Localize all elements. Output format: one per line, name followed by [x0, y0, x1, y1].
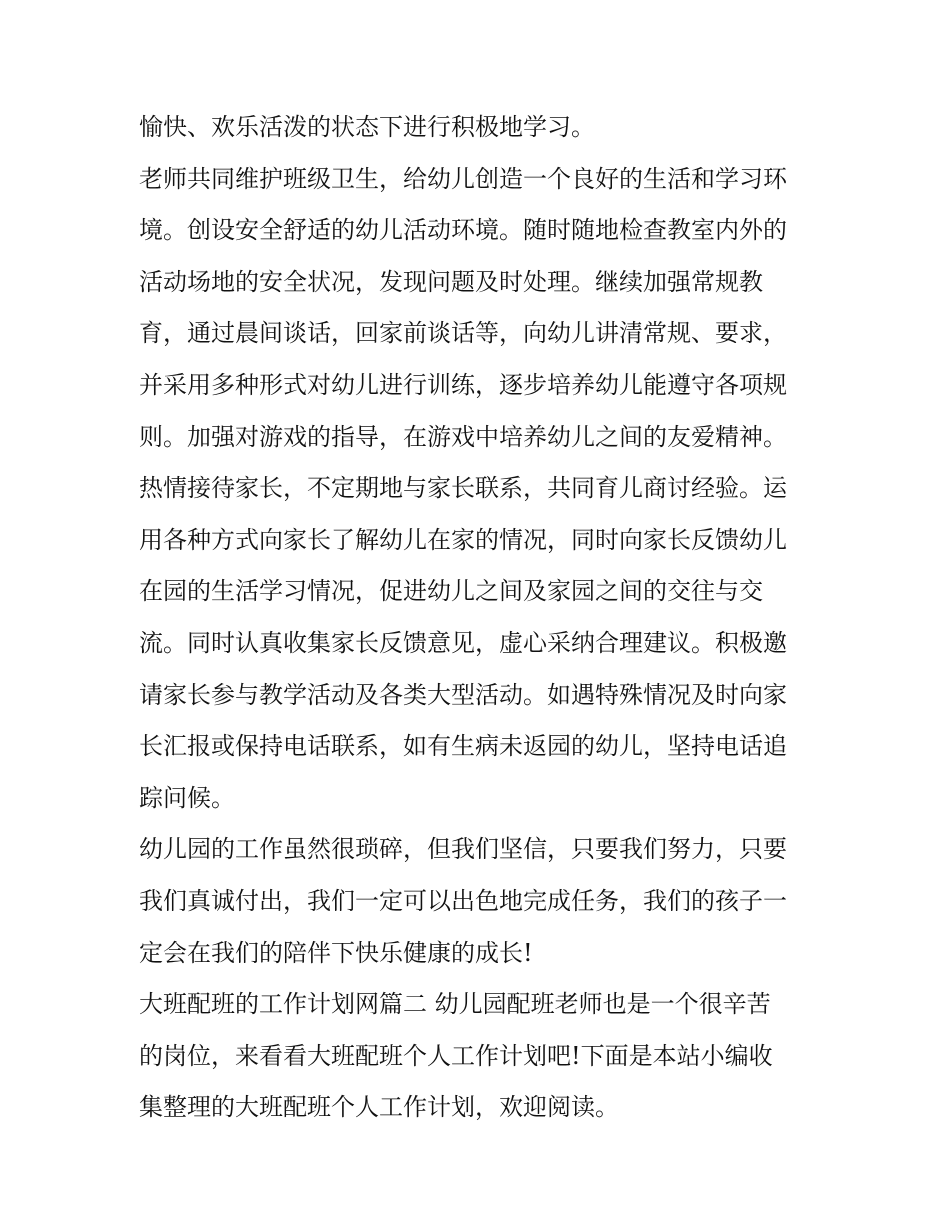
text-line: 老师共同维护班级卫生，给幼儿创造一个良好的生活和学习环: [139, 164, 787, 193]
text-line: 请家长参与教学活动及各类大型活动。如遇特殊情况及时向家: [139, 680, 787, 709]
text-line: 在园的生活学习情况，促进幼儿之间及家园之间的交往与交: [139, 577, 763, 606]
text-line: 活动场地的安全状况，发现问题及时处理。继续加强常规教: [139, 267, 763, 296]
text-line: 长汇报或保持电话联系，如有生病未返园的幼儿，坚持电话追: [139, 732, 787, 761]
text-line: 幼儿园的工作虽然很琐碎，但我们坚信，只要我们努力，只要: [139, 835, 787, 864]
text-line: 境。创设安全舒适的幼儿活动环境。随时随地检查教室内外的: [139, 216, 787, 245]
text-line: 并采用多种形式对幼儿进行训练，逐步培养幼儿能遵守各项规: [139, 370, 787, 399]
text-line: 定会在我们的陪伴下快乐健康的成长!: [139, 938, 533, 967]
text-line: 愉快、欢乐活泼的状态下进行积极地学习。: [139, 113, 595, 141]
text-line: 大班配班的工作计划网篇二 幼儿园配班老师也是一个很辛苦: [139, 990, 771, 1019]
text-line: 我们真诚付出，我们一定可以出色地完成任务，我们的孩子一: [139, 886, 787, 915]
document-body: [139, 102, 819, 1134]
text-line: 集整理的大班配班个人工作计划，欢迎阅读。: [139, 1093, 619, 1122]
text-line: 育，通过晨间谈话，回家前谈话等，向幼儿讲清常规、要求，: [139, 319, 787, 348]
text-line: 热情接待家长，不定期地与家长联系，共同育儿商讨经验。运: [139, 474, 787, 503]
text-line: 的岗位，来看看大班配班个人工作计划吧!下面是本站小编收: [139, 1041, 773, 1070]
text-line: 流。同时认真收集家长反馈意见，虚心采纳合理建议。积极邀: [139, 628, 787, 657]
text-line: 踪问候。: [139, 783, 235, 812]
text-line: 则。加强对游戏的指导，在游戏中培养幼儿之间的友爱精神。: [139, 422, 787, 451]
text-line: 用各种方式向家长了解幼儿在家的情况，同时向家长反馈幼儿: [139, 525, 787, 554]
